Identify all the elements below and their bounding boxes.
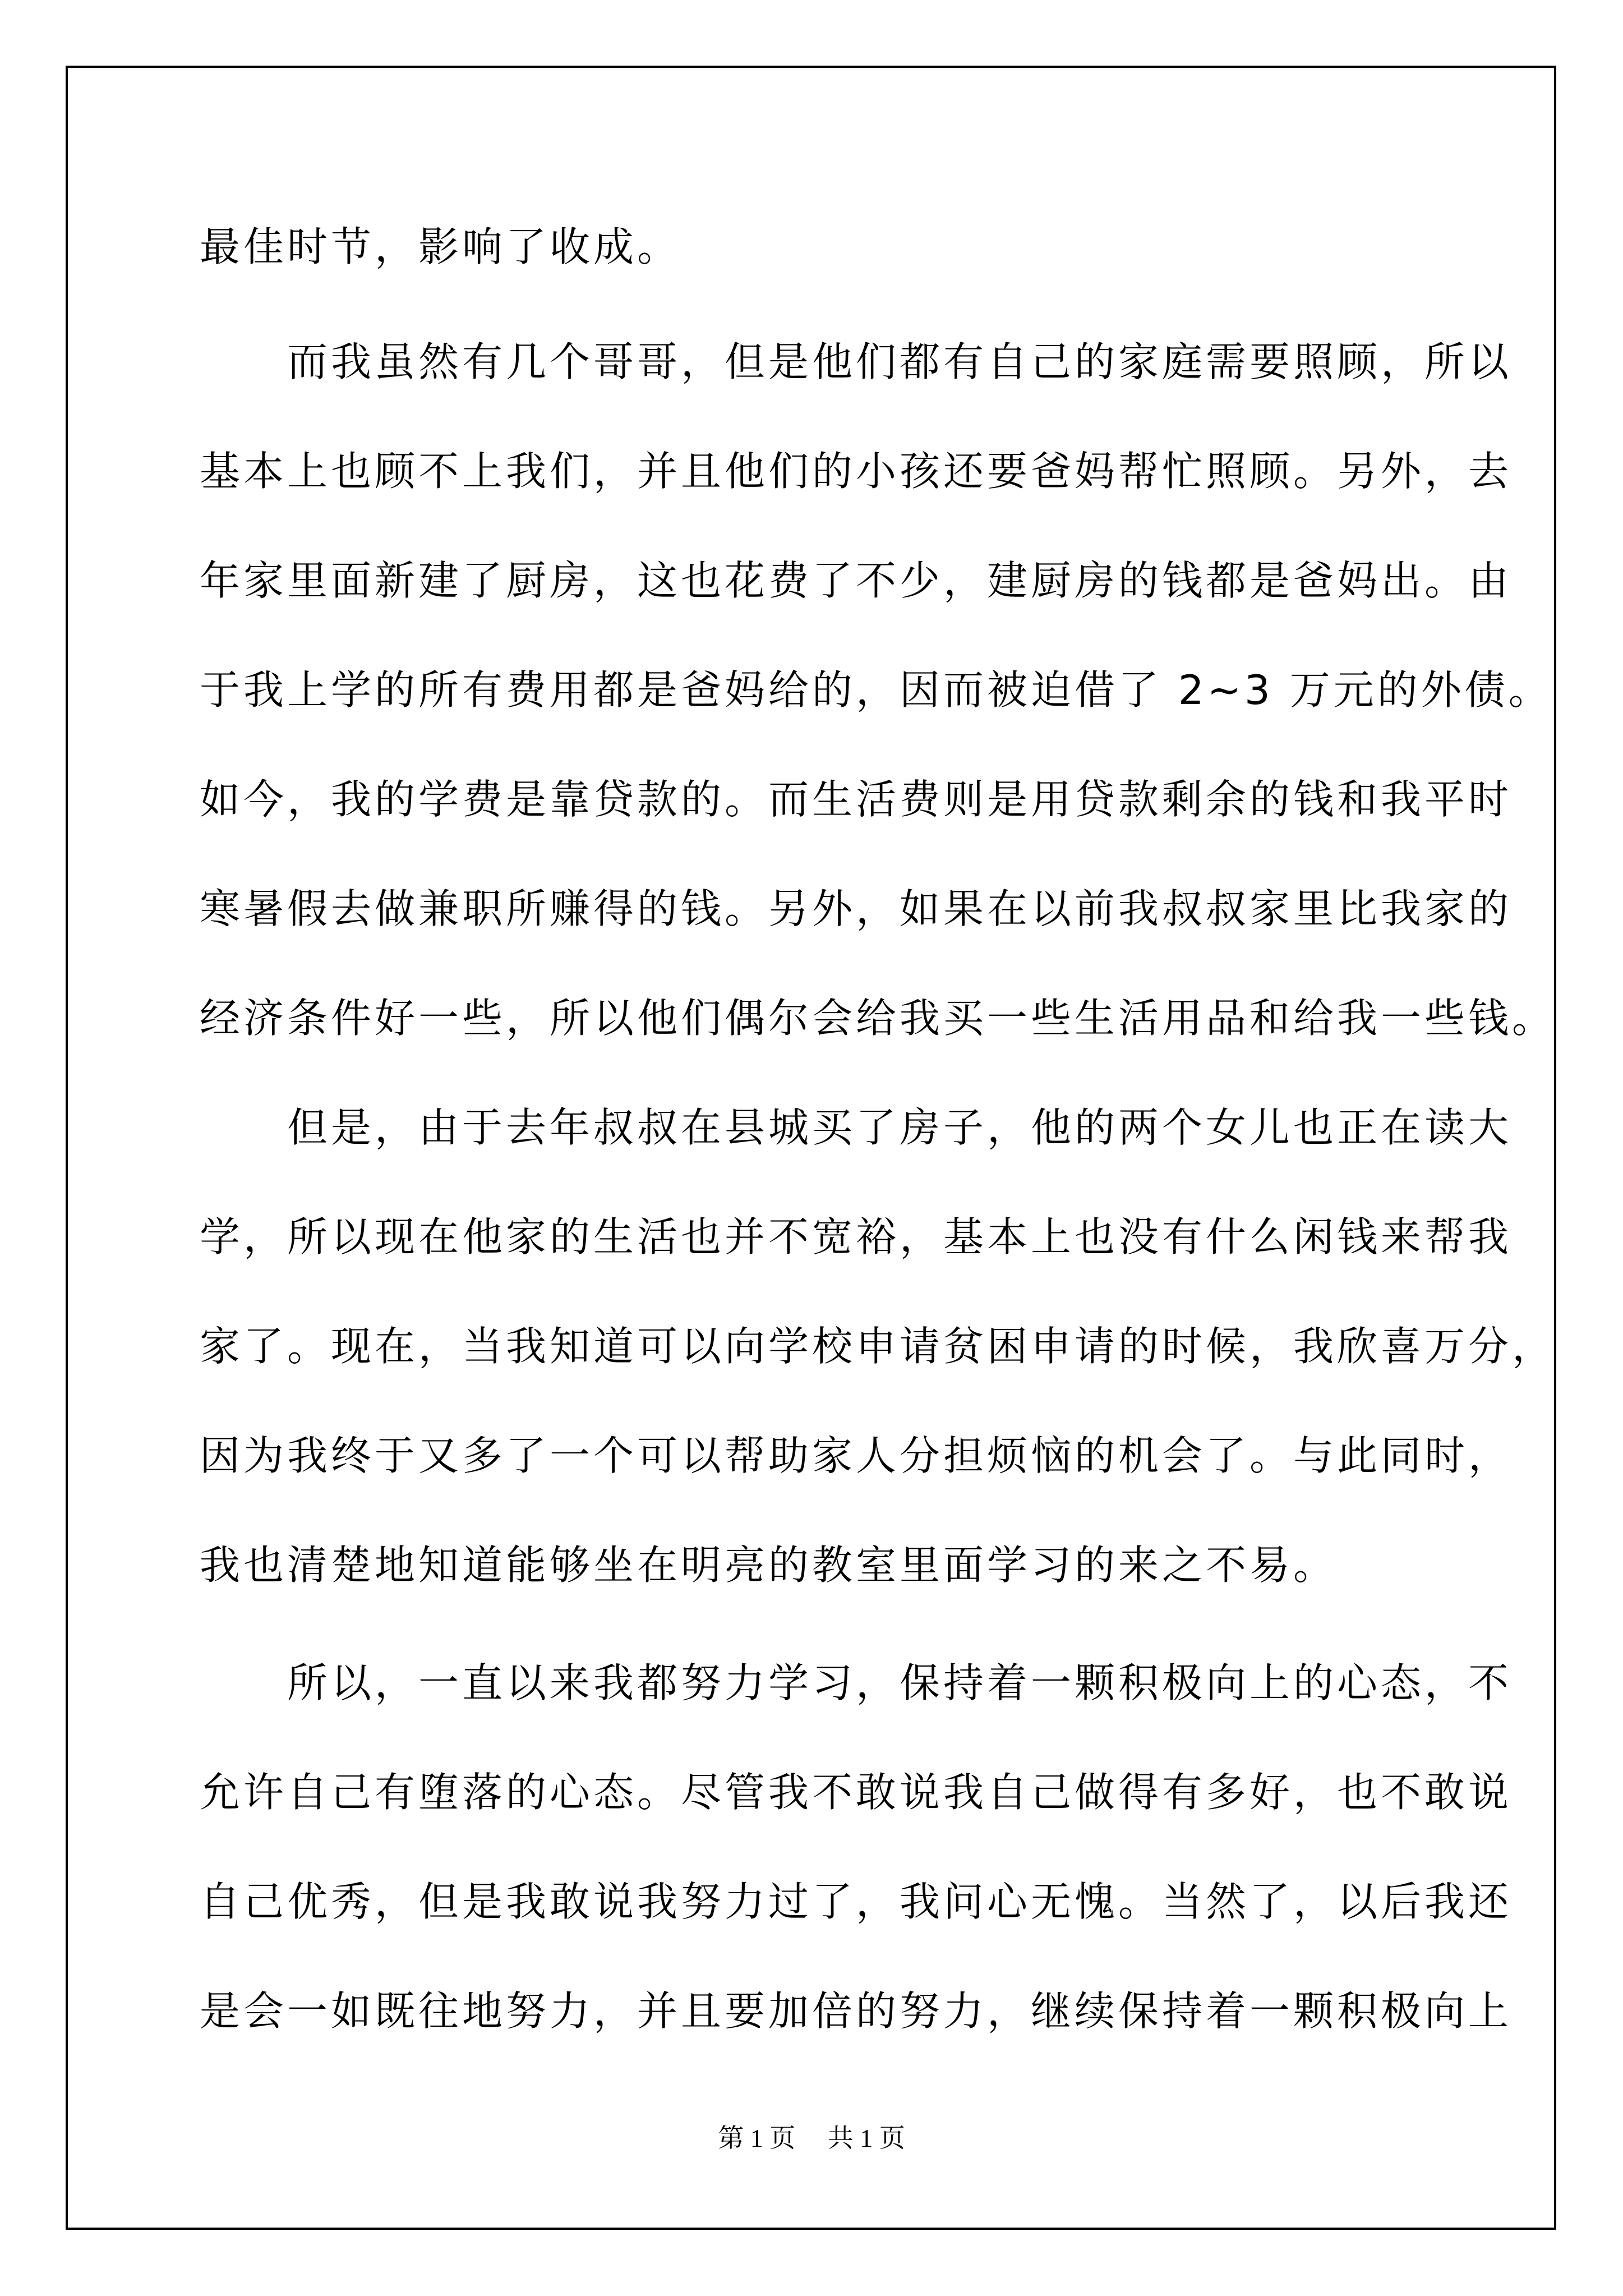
text-line: 基本上也顾不上我们，并且他们的小孩还要爸妈帮忙照顾。另外，去 [200,448,1513,495]
text-line: 所以，一直以来我都努力学习，保持着一颗积极向上的心态，不 [200,1659,1513,1706]
page-footer: 第 1 页 共 1 页 [718,2124,905,2152]
text-line: 允许自己有堕落的心态。尽管我不敢说我自己做得有多好，也不敢说 [200,1769,1513,1816]
text-line: 我也清楚地知道能够坐在明亮的教室里面学习的来之不易。 [200,1542,1338,1589]
text-line: 寒暑假去做兼职所赚得的钱。另外，如果在以前我叔叔家里比我家的 [200,885,1513,932]
text-line: 如今，我的学费是靠贷款的。而生活费则是用贷款剩余的钱和我平时 [200,776,1513,823]
text-line: 家了。现在，当我知道可以向学校申请贫困申请的时候，我欣喜万分， [200,1323,1556,1370]
text-line: 但是，由于去年叔叔在县城买了房子，他的两个女儿也正在读大 [200,1104,1513,1151]
text-line: 而我虽然有几个哥哥，但是他们都有自己的家庭需要照顾，所以 [200,338,1513,385]
text-line: 是会一如既往地努力，并且要加倍的努力，继续保持着一颗积极向上 [200,1987,1513,2035]
text-line: 最佳时节，影响了收成。 [200,223,681,270]
text-line: 自己优秀，但是我敢说我努力过了，我问心无愧。当然了，以后我还 [200,1878,1513,1925]
text-line: 经济条件好一些，所以他们偶尔会给我买一些生活用品和给我一些钱。 [200,995,1556,1042]
text-line: 因为我终于又多了一个可以帮助家人分担烦恼的机会了。与此同时， [200,1432,1513,1479]
text-line: 年家里面新建了厨房，这也花费了不少，建厨房的钱都是爸妈出。由 [200,557,1513,604]
text-line: 学，所以现在他家的生活也并不宽裕，基本上也没有什么闲钱来帮我 [200,1213,1513,1260]
text-line: 于我上学的所有费用都是爸妈给的，因而被迫借了 2~3 万元的外债。 [200,666,1552,714]
